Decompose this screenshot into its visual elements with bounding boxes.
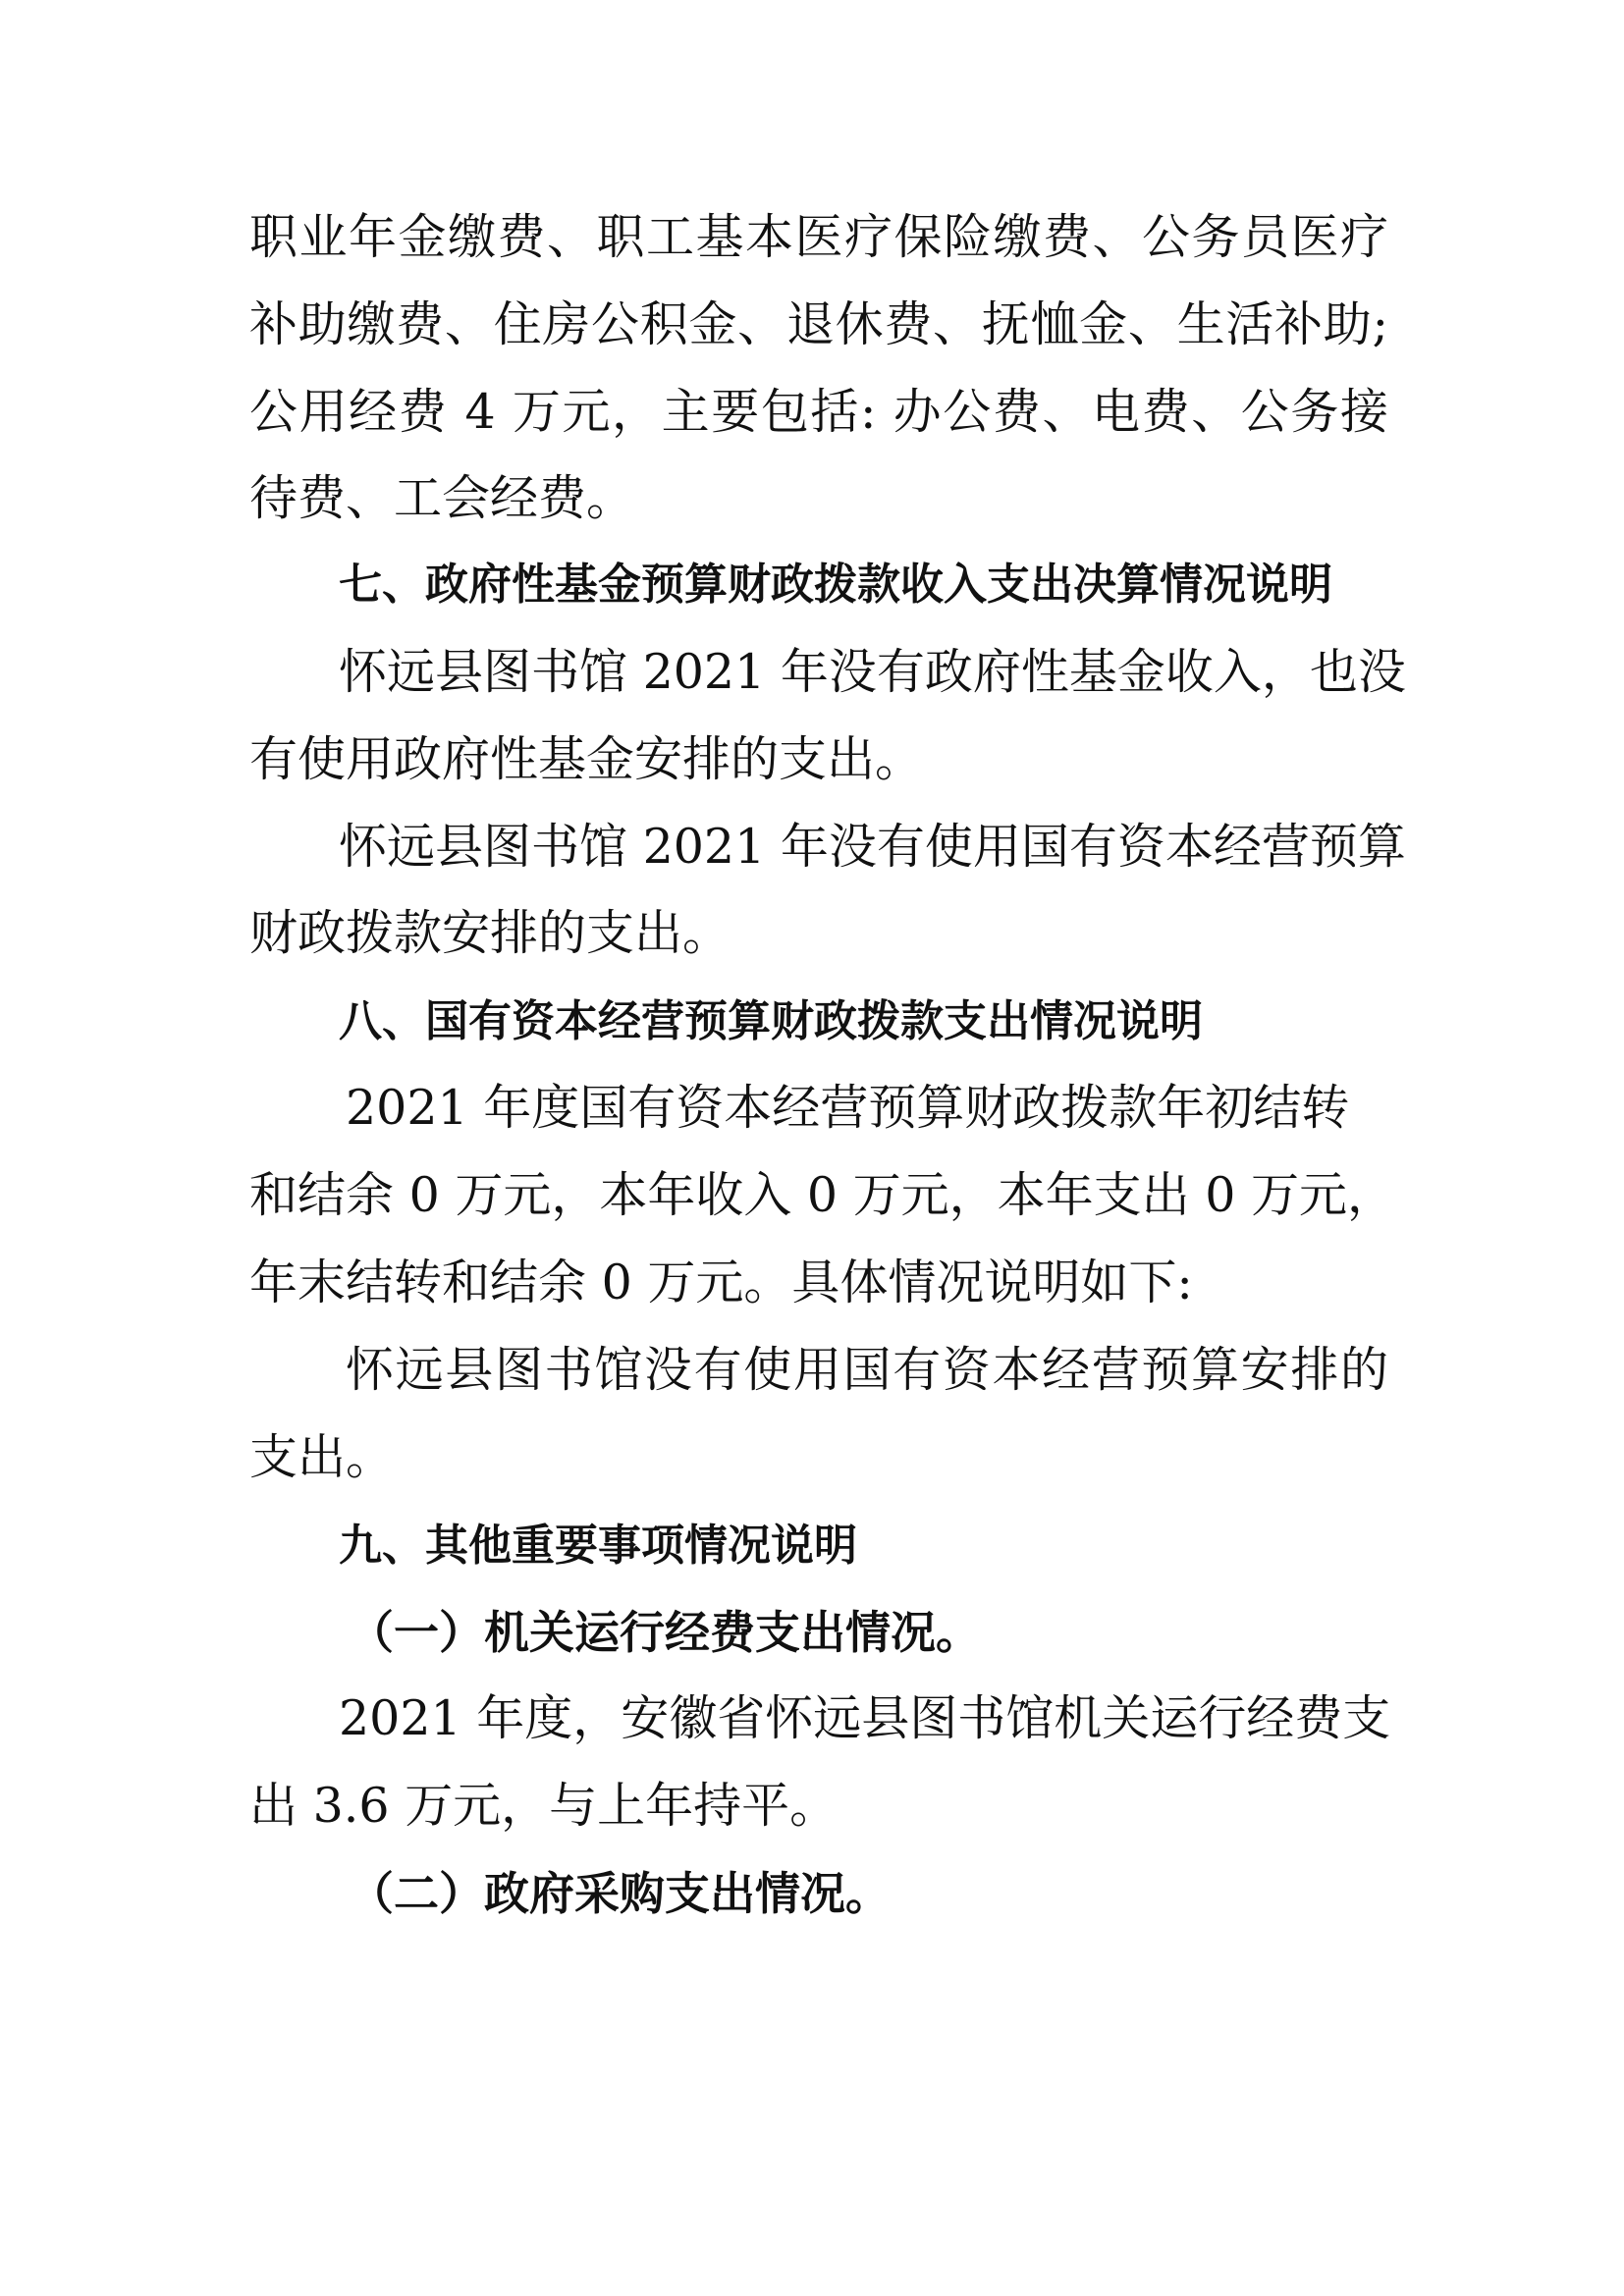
subsection-heading-2: （二）政府采购支出情况。 xyxy=(349,1867,891,1920)
paragraph-line: 怀远县图书馆 2021 年没有使用国有资本经营预算 xyxy=(339,819,1406,875)
paragraph-line: 出 3.6 万元，与上年持平。 xyxy=(249,1778,839,1834)
paragraph-line: 2021 年度，安徽省怀远县图书馆机关运行经费支 xyxy=(339,1690,1391,1746)
paragraph-line: 财政拨款安排的支出。 xyxy=(249,905,731,961)
paragraph-line: 有使用政府性基金安排的支出。 xyxy=(249,731,924,787)
paragraph-line: 补助缴费、住房公积金、退休费、抚恤金、生活补助; xyxy=(249,296,1388,352)
paragraph-line: 年末结转和结余 0 万元。具体情况说明如下: xyxy=(249,1255,1193,1310)
subsection-heading-1: （一）机关运行经费支出情况。 xyxy=(349,1606,981,1659)
paragraph-line: 待费、工会经费。 xyxy=(249,470,635,526)
paragraph-line: 职业年金缴费、职工基本医疗保险缴费、公务员医疗 xyxy=(249,209,1388,265)
paragraph-line: 2021 年度国有资本经营预算财政拨款年初结转 xyxy=(346,1080,1350,1136)
paragraph-line: 怀远县图书馆 2021 年没有政府性基金收入，也没 xyxy=(339,644,1406,700)
section-heading-9: 九、其他重要事项情况说明 xyxy=(339,1521,857,1571)
paragraph-line: 和结余 0 万元，本年收入 0 万元，本年支出 0 万元， xyxy=(249,1167,1395,1223)
paragraph-line: 怀远县图书馆没有使用国有资本经营预算安排的 xyxy=(346,1342,1388,1398)
section-heading-8: 八、国有资本经营预算财政拨款支出情况说明 xyxy=(339,996,1203,1046)
paragraph-line: 支出。 xyxy=(249,1429,395,1485)
section-heading-7: 七、政府性基金预算财政拨款收入支出决算情况说明 xyxy=(339,560,1332,610)
paragraph-line: 公用经费 4 万元，主要包括: 办公费、电费、公务接 xyxy=(249,384,1388,440)
